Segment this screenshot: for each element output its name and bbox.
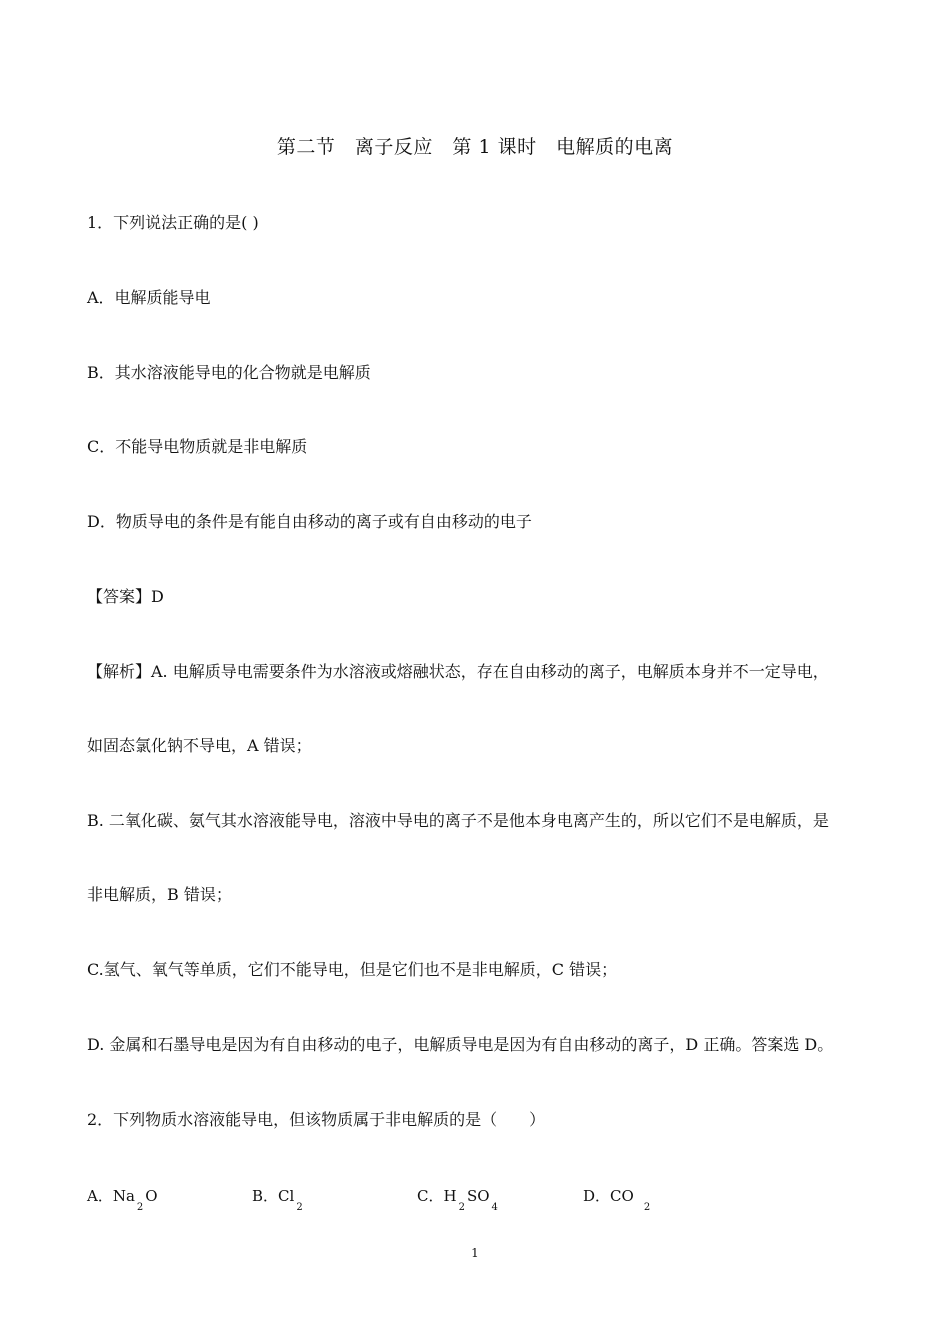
question-1-option-c: C．不能导电物质就是非电解质 [87, 437, 308, 456]
question-2-option-d: D．$CO_2$ [583, 1187, 651, 1213]
page-number: 1 [471, 1246, 479, 1260]
question-1-stem: 1．下列说法正确的是( ) [87, 213, 259, 232]
question-1-option-b: B．其水溶液能导电的化合物就是电解质 [87, 363, 371, 382]
question-2-option-a: A．$Na_2O$ [87, 1187, 158, 1213]
analysis-line: 【解析】A. 电解质导电需要条件为水溶液或熔融状态，存在自由移动的离子，电解质本身并不一定导电， [87, 662, 829, 681]
question-2-option-c: C．$H_2SO_4$ [417, 1187, 498, 1213]
question-1-answer: 【答案】D [87, 587, 164, 606]
analysis-line: 非电解质，B 错误； [87, 885, 232, 904]
question-1-option-d: D．物质导电的条件是有能自由移动的离子或有自由移动的电子 [87, 512, 532, 531]
analysis-line: D. 金属和石墨导电是因为有自由移动的电子，电解质导电是因为有自由移动的离子，D 正确。答案选 D。 [87, 1035, 834, 1054]
analysis-line: 如固态氯化钠不导电，A 错误； [87, 736, 312, 755]
question-2-option-b: B．$Cl_2$ [252, 1187, 303, 1213]
page-title: 第二节 离子反应 第 1 课时 电解质的电离 [276, 136, 674, 158]
question-2-stem: 2．下列物质水溶液能导电，但该物质属于非电解质的是（ ） [87, 1110, 546, 1129]
question-1-option-a: A．电解质能导电 [87, 288, 211, 307]
analysis-line: C.氢气、氧气等单质，它们不能导电，但是它们也不是非电解质，C 错误； [87, 960, 618, 979]
analysis-line: B. 二氧化碳、氨气其水溶液能导电，溶液中导电的离子不是他本身电离产生的，所以它们不是电解质，是 [87, 811, 829, 830]
